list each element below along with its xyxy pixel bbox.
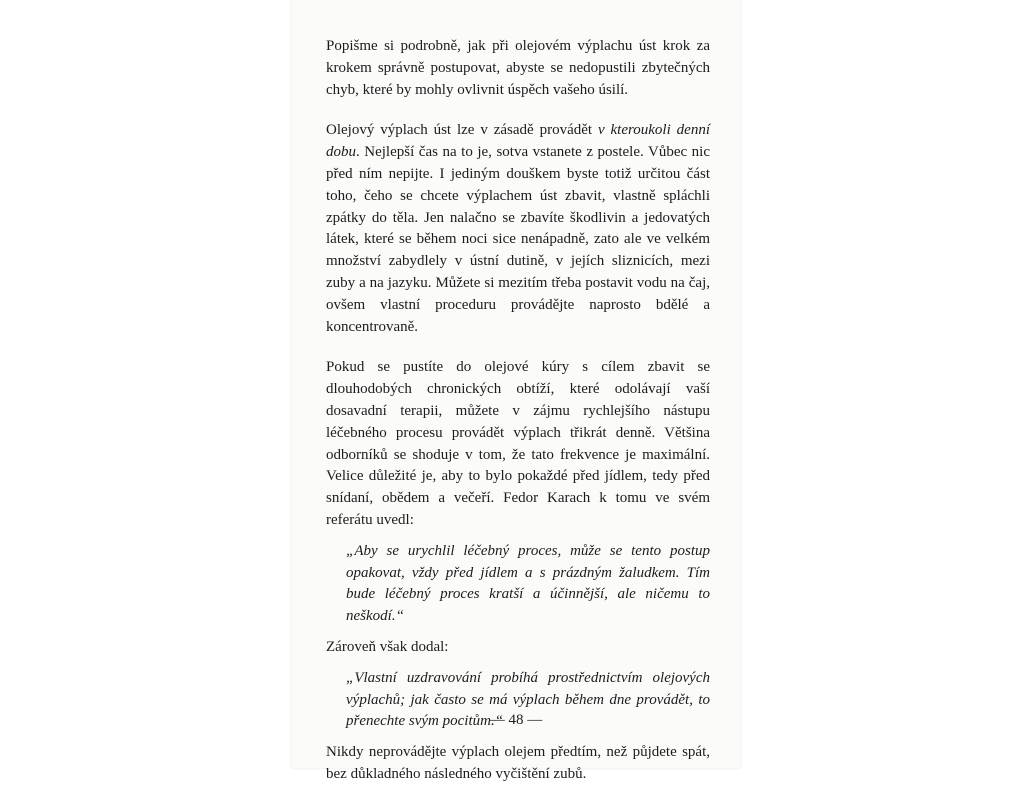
paragraph-timing-start: Olejový výplach úst lze v zásadě provádět — [326, 122, 598, 139]
paragraph-timing-emphasis: v kteroukoli denní dobu — [326, 122, 710, 161]
page-number: — 48 — — [489, 712, 543, 728]
paragraph-warning: Nikdy neprovádějte výplach olejem předtím, než půjdete spát, bez důkladného následného vyčištění zubů. — [326, 744, 710, 782]
paragraph-intro: Popišme si podrobně, jak při olejovém výplachu úst krok za krokem správně postupovat, abyste se nedopustili zbytečných chyb, které by mohly ovlivnit úspěch vašeho úsilí. — [326, 38, 710, 98]
paragraph-frequency: Pokud se pustíte do olejové kúry s cílem zbavit se dlouhodobých chronických obtíží, které odolávají vaší dosavadní terapii, můžete v zájmu rychlejšího nástupu léčebného procesu provádět výplach třikrát denně. Většina odborníků se shoduje v tom, že tato frekvence je maximální. Velice důležité je, aby to bylo pokaždé před jídlem, tedy před snídaní, obědem a večeří. Fedor Karach k tomu ve svém referátu uvedl: — [326, 359, 710, 528]
quote-karach-2: „Vlastní uzdravování probíhá prostřednictvím olejových výplachů; jak často se má výplach během dne provádět, to přenechte svým pocitům.“ — [346, 669, 710, 730]
paragraph-timing-rest: . Nejlepší čas na to je, sotva vstanete z postele. Vůbec nic před ním nepijte. I jediným douškem byste totiž určitou část toho, čeho se chcete výplachem úst zbavit, vlastně spláchli zpátky do těla. Jen nalačno se zbavíte škodlivin a jedovatých látek, které se během noci sice nenápadně, zato ale ve velkém množství zabydlely v ústní dutině, v jejích sliznicích, mezi zuby a na jazyku. Můžete si mezitím třeba postavit vodu na čaj, ovšem vlastní proceduru provádějte naprosto bdělé a koncentrovaně. — [326, 144, 710, 335]
paragraph-added: Zároveň však dodal: — [326, 638, 449, 655]
paragraph-timing — [326, 120, 710, 338]
book-page — [292, 0, 740, 782]
page-text — [326, 36, 710, 786]
quote-karach-1: „Aby se urychlil léčebný proces, může se tento postup opakovat, vždy před jídlem a s prázdným žaludkem. Tím bude léčebný proces kratší a účinnější, ale ničemu to neškodí.“ — [346, 542, 710, 625]
